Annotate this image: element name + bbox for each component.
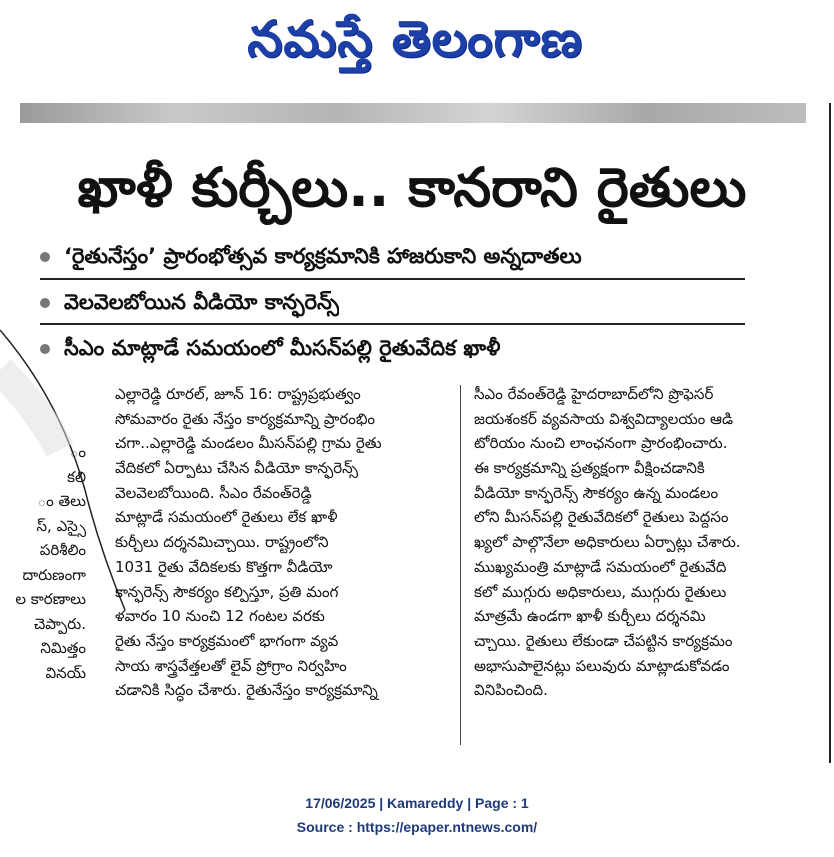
text-line: కాన్ఫరెన్స్ సౌకర్యం కల్పిస్తూ, ప్రతి మంగ <box>115 582 339 601</box>
text-line: అభాసుపాలైనట్లు పలువురు మాట్లాడుకోవడం <box>474 656 730 675</box>
text-line: నిమిత్తం <box>40 639 86 657</box>
text-line: మాత్రమే ఉండగా ఖాళీ కుర్చీలు దర్శనమి <box>474 607 706 626</box>
text-line: వేదికలో ఏర్పాటు చేసిన వీడియో కాన్ఫరెన్స్ <box>115 459 359 478</box>
text-line: కలో ముగ్గురు అధికారులు, ముగ్గురు రైతులు <box>474 582 727 601</box>
subhead-rule <box>40 278 745 280</box>
footer-source: Source : https://epaper.ntnews.com/ <box>296 819 538 835</box>
text-line: సోమవారం రైతు నేస్తం కార్యక్రమాన్ని ప్రారంభిం <box>115 409 375 428</box>
text-line: చెప్పారు. <box>33 614 86 633</box>
text-line: లోని మీసన్‌పల్లి రైతువేదికలో రైతులు పెద్దసం <box>474 508 729 527</box>
text-line: వినయ్ <box>45 663 86 682</box>
text-line: టోరియం నుంచి లాంఛనంగా ప్రారంభించారు. <box>474 434 728 453</box>
subhead-text: ‘రైతునేస్తం’ ప్రారంభోత్సవ కార్యక్రమానికి హాజరుకాని అన్నదాతలు <box>64 244 582 268</box>
text-line: ం తెలు <box>37 492 86 510</box>
text-line: ఖ్యలో పాల్గొనేలా అధికారులు ఏర్పాట్లు చేశారు. <box>474 533 741 552</box>
footer-edition-info: 17/06/2025 | Kamareddy | Page : 1 <box>305 795 529 811</box>
text-line: ల కారణాలు <box>15 590 86 608</box>
text-line: ఈ కార్యక్రమాన్ని ప్రత్యక్షంగా వీక్షించడానికి <box>474 459 705 478</box>
text-line: వినిపించింది. <box>474 681 548 700</box>
masthead-logo: నమస్తే తెలంగాణ <box>247 9 583 68</box>
bullet-icon <box>40 298 50 308</box>
photo-strip <box>20 103 806 123</box>
text-line: ళవారం 10 నుంచి 12 గంటల వరకు <box>115 607 325 626</box>
text-line: ం <box>69 443 86 461</box>
text-line: కుర్చీలు దర్శనమిచ్చాయి. రాష్ట్రంలోని <box>115 533 329 552</box>
bullet-icon <box>40 252 50 262</box>
text-line: పరిశీలిం <box>39 541 86 559</box>
subhead-text: సీఎం మాట్లాడే సమయంలో మీసన్‌పల్లి రైతువేదిక ఖాళీ <box>64 336 501 360</box>
text-line: రైతు నేస్తం కార్యక్రమంలో భాగంగా వ్యవ <box>115 631 339 650</box>
column-rule <box>829 103 831 763</box>
text-line: ఎల్లారెడ్డి రూరల్, జూన్ 16: రాష్ట్రప్రభుత్వం <box>115 385 361 403</box>
subhead-1 <box>40 238 582 274</box>
article-column-1 <box>115 382 453 703</box>
adjacent-article-text <box>0 440 90 685</box>
text-line: చడానికి సిద్ధం చేశారు. రైతునేస్తం కార్యక్రమాన్ని <box>115 681 378 700</box>
text-line: 1031 రైతు వేదికలకు కొత్తగా వీడియో <box>115 557 333 576</box>
text-line: జయశంకర్ వ్యవసాయ విశ్వవిద్యాలయం ఆడి <box>474 409 734 428</box>
text-line: చ్చాయి. రైతులు లేకుండా చేపట్టిన కార్యక్రమం <box>474 631 733 650</box>
text-line: కలి <box>67 467 86 486</box>
text-line: దారుణంగా <box>22 565 86 584</box>
text-line: ముఖ్యమంత్రి మాట్లాడే సమయంలో రైతువేది <box>474 557 727 576</box>
text-line: మాట్లాడే సమయంలో రైతులు లేక ఖాళీ <box>115 508 338 527</box>
subhead-text: వెలవెలబోయిన వీడియో కాన్ఫరెన్స్ <box>64 290 340 314</box>
text-line: వెలవెలబోయింది. సీఎం రేవంత్‌రెడ్డి <box>115 483 312 502</box>
text-line: స్, ఎస్సై <box>36 516 86 535</box>
column-divider <box>460 385 461 745</box>
headline: ఖాళీ కుర్చీలు.. కానరాని రైతులు <box>77 156 747 219</box>
text-line: చగా..ఎల్లారెడ్డి మండలం మీసన్‌పల్లి గ్రామ రైతు <box>115 434 382 453</box>
text-line: సాయ శాస్త్రవేత్తలతో లైవ్ ప్రోగ్రాం నిర్వహిం <box>115 656 347 675</box>
text-line: వీడియో కాన్ఫరెన్స్ సౌకర్యం ఉన్న మండలం <box>474 483 719 502</box>
subhead-rule <box>40 323 745 325</box>
article-column-2 <box>474 382 819 703</box>
text-line: సీఎం రేవంత్‌రెడ్డి హైదరాబాద్‌లోని ప్రొఫెసర్ <box>474 385 714 403</box>
